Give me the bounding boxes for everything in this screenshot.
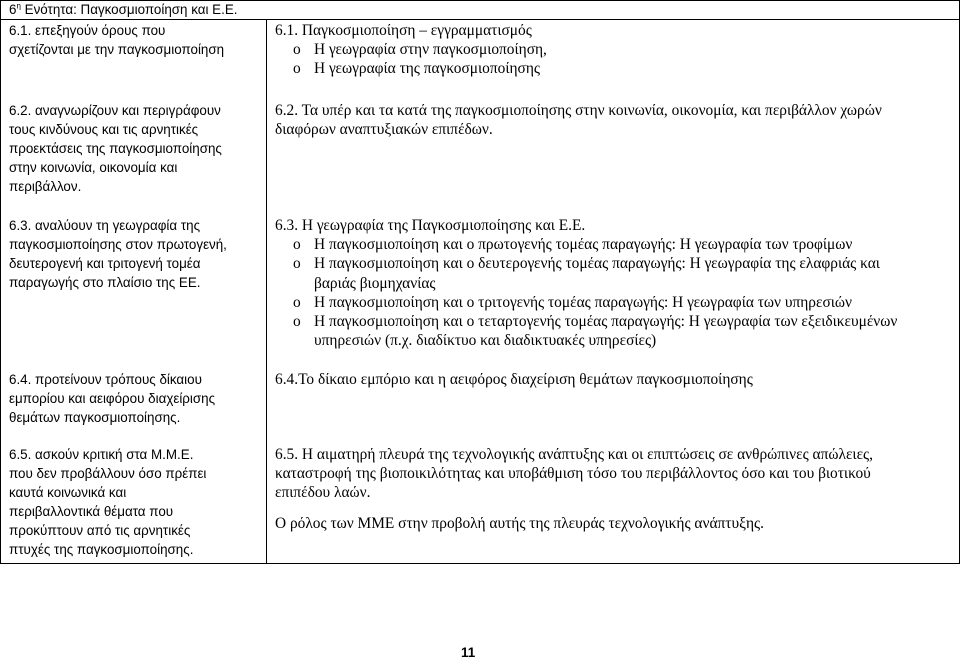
- objective-line: πτυχές της παγκοσμιοποίησης.: [9, 542, 194, 557]
- page-number: 11: [461, 645, 476, 660]
- bullet-icon: o: [293, 313, 301, 331]
- objective-6-5: [9, 445, 206, 559]
- header-bottom-border: [0, 19, 960, 20]
- objective-line: προκύπτουν από τις αρνητικές: [9, 523, 191, 538]
- objective-line: σχετίζονται με την παγκοσμιοποίηση: [9, 42, 225, 57]
- bullet-icon: o: [293, 60, 301, 78]
- list-item: o Η γεωγραφία της παγκοσμιοποίησης: [293, 60, 540, 78]
- objective-line: περιβαλλοντικά θέματα που: [9, 504, 174, 519]
- objective-line: στην κοινωνία, οικονομία και: [9, 160, 178, 175]
- content-line: επιπέδου λαών.: [275, 484, 371, 502]
- objective-line: που δεν προβάλλουν όσο πρέπει: [9, 466, 207, 481]
- objective-line: παραγωγής στο πλαίσιο της ΕΕ.: [9, 275, 201, 290]
- content-title: 6.3. Η γεωγραφία της Παγκοσμιοποίησης και Ε.Ε.: [275, 217, 586, 234]
- content-line: 6.5. Η αιματηρή πλευρά της τεχνολογικής ανάπτυξης και οι επιπτώσεις σε ανθρώπινες απώλειες,: [275, 446, 873, 463]
- content-6-4: [275, 370, 753, 389]
- objective-line: 6.4. προτείνουν τρόπους δίκαιου: [9, 372, 202, 387]
- content-6-5: [275, 445, 873, 533]
- content-line: Ο ρόλος των ΜΜΕ στην προβολή αυτής της πλευράς τεχνολογικής ανάπτυξης.: [275, 514, 764, 532]
- list-item: o Η παγκοσμιοποίηση και ο δευτερογενής τομέας παραγωγής: Η γεωγραφία της ελαφριάς και βαριάς βιομηχανίας: [293, 255, 880, 292]
- table-bottom-border: [0, 563, 960, 564]
- objective-line: παγκοσμιοποίησης στον πρωτογενή,: [9, 237, 227, 252]
- objective-6-2: [9, 101, 222, 196]
- bullet-icon: o: [293, 255, 301, 273]
- objective-line: προεκτάσεις της παγκοσμιοποίησης: [9, 141, 222, 156]
- content-line: καταστροφή της βιοποικιλότητας και υποβάθμιση τόσο του περιβάλλοντος όσο και του βιοτικού: [275, 465, 871, 483]
- content-6-2: [275, 101, 882, 139]
- objective-line: 6.5. ασκούν κριτική στα Μ.Μ.Ε.: [9, 447, 194, 462]
- objective-line: 6.3. αναλύουν τη γεωγραφία της: [9, 218, 201, 233]
- column-divider: [266, 19, 267, 564]
- objective-line: τους κινδύνους και τις αρνητικές: [9, 122, 199, 137]
- bullet-icon: o: [293, 41, 301, 59]
- content-line: 6.2. Τα υπέρ και τα κατά της παγκοσμιοποίησης στην κοινωνία, οικονομία, και περιβάλλον χωρών: [275, 102, 882, 119]
- list-item: o Η γεωγραφία στην παγκοσμιοποίηση,: [293, 41, 547, 59]
- objective-line: 6.2. αναγνωρίζουν και περιγράφουν: [9, 103, 221, 118]
- list-item: o Η παγκοσμιοποίηση και ο τεταρτογενής τομέας παραγωγής: Η γεωγραφία των εξειδικευμένων υπηρεσιών (π.χ. διαδίκτυο και διαδικτυακές υπηρεσίες): [293, 313, 898, 350]
- objective-line: εμπορίου και αειφόρου διαχείρισης: [9, 391, 216, 406]
- content-6-3: [275, 216, 897, 350]
- objective-6-1: [9, 21, 224, 59]
- section-number: 6: [9, 2, 17, 17]
- section-header: [9, 0, 237, 19]
- objective-line: 6.1. επεξηγούν όρους που: [9, 23, 166, 38]
- objective-6-4: [9, 370, 215, 427]
- content-line: διαφόρων αναπτυξιακών επιπέδων.: [275, 121, 493, 139]
- objective-line: καυτά κοινωνικά και: [9, 485, 127, 500]
- bullet-icon: o: [293, 236, 301, 254]
- bullet-icon: o: [293, 293, 301, 311]
- objective-line: περιβάλλον.: [9, 179, 82, 194]
- objective-6-3: [9, 216, 227, 292]
- objective-line: δευτερογενή και τριτογενή τομέα: [9, 256, 201, 271]
- section-title: Ενότητα: Παγκοσμιοποίηση και Ε.Ε.: [24, 2, 238, 17]
- table-left-border: [0, 0, 1, 564]
- content-6-1: [275, 21, 547, 79]
- section-number-suffix: η: [16, 1, 21, 11]
- objective-line: θεμάτων παγκοσμιοποίησης.: [9, 410, 181, 425]
- content-title: 6.1. Παγκοσμιοποίηση – εγγραμματισμός: [275, 22, 532, 39]
- content-line: 6.4.Το δίκαιο εμπόριο και η αειφόρος διαχείριση θεμάτων παγκοσμιοποίησης: [275, 371, 753, 388]
- list-item: o Η παγκοσμιοποίηση και ο πρωτογενής τομέας παραγωγής: Η γεωγραφία των τροφίμων: [293, 236, 853, 254]
- list-item: o Η παγκοσμιοποίηση και ο τριτογενής τομέας παραγωγής: Η γεωγραφία των υπηρεσιών: [293, 293, 852, 311]
